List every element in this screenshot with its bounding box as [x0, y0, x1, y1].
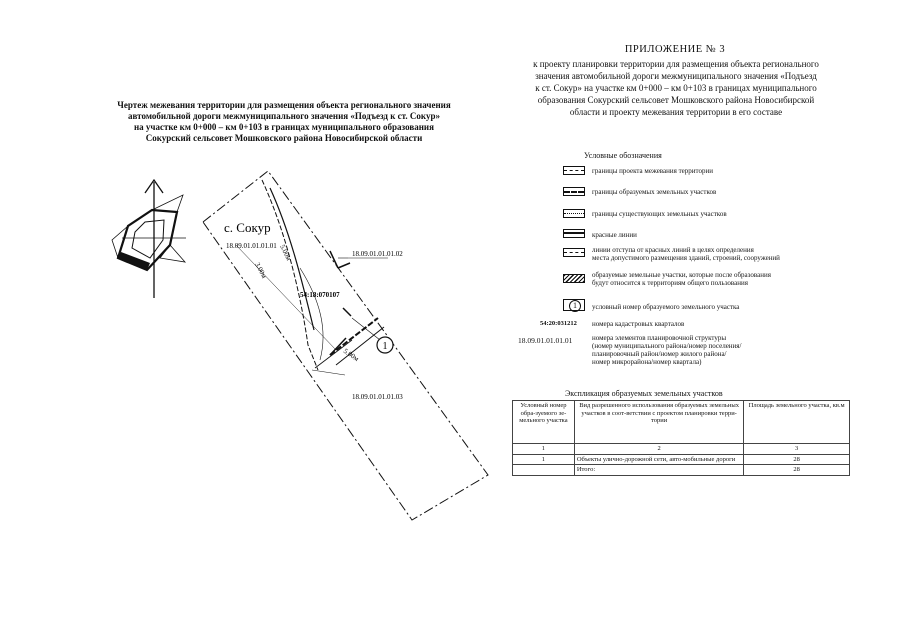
parcel-number-badge	[377, 337, 393, 353]
legend-label	[592, 246, 780, 262]
table-cell: 2	[574, 444, 743, 455]
table-header: Условный номер обра-зуемого зе-мельного участка	[513, 401, 575, 444]
element-code-label: 18.09.01.01.01.01	[226, 242, 277, 250]
legend-symbol-red-lines	[563, 229, 585, 238]
legend-label: красные линии	[592, 231, 637, 239]
table-row	[513, 465, 850, 476]
legend-label	[592, 334, 741, 366]
legend-label-line: планировочный район/номер жилого района/	[592, 350, 727, 358]
appendix-text	[498, 58, 854, 118]
element-code-label: 18.09.01.01.01.02	[352, 250, 403, 258]
legend-label-line: места допустимого размещения зданий, строений, сооружений	[592, 254, 780, 262]
north-arrow-icon	[122, 180, 186, 298]
legend-element-sample: 18.09.01.01.01.01	[518, 336, 573, 345]
table-row	[513, 444, 850, 455]
legend-symbol-existing-parcels	[563, 209, 585, 218]
appendix-title: ПРИЛОЖЕНИЕ № 3	[624, 44, 726, 55]
legend-cadastral-sample: 54:20:031212	[540, 320, 577, 327]
settlement-label: с. Сокур	[224, 220, 271, 235]
dimension-label: 5.00м	[341, 347, 361, 363]
legend-label	[592, 271, 771, 287]
table-cell: 28	[744, 465, 850, 476]
legend-symbol-new-parcels	[563, 187, 585, 196]
explication-title: Экспликация образуемых земельных участков	[565, 389, 723, 398]
legend-label: границы проекта межевания территории	[592, 167, 713, 175]
appendix-line: к ст. Сокур» на участке км 0+000 – км 0+103 в границах муниципального	[535, 83, 817, 93]
table-header: Вид разрешенного использования образуемых земельных участков в соот-ветствии с проектом планировки терри-тории	[574, 401, 743, 444]
table-cell: 3	[744, 444, 850, 455]
explication-table	[512, 400, 850, 476]
legend-label-line: образуемые земельные участки, которые после образования	[592, 271, 771, 279]
appendix-line: значения автомобильной дороги межмуниципального значения «Подъезд	[535, 71, 817, 81]
legend-label-line: будут относится к территориям общего пользования	[592, 279, 748, 287]
dimension-label: 5.00м	[278, 243, 293, 262]
table-header: Площадь земельного участка, кв.м	[744, 401, 850, 444]
legend-label: номера кадастровых кварталов	[592, 320, 685, 328]
cadastral-label: 54:18:070107	[300, 291, 340, 299]
appendix-line: образования Сокурский сельсовет Мошковского района Новосибирской	[537, 95, 815, 105]
legend-heading: Условные обозначения	[584, 151, 662, 160]
table-cell: Объекты улично-дорожной сети, авто-мобильные дороги	[574, 454, 743, 465]
drawing-title-line: автомобильной дороги межмуниципального значения «Подъезд к ст. Сокур»	[128, 111, 440, 121]
legend-label-line: линии отступа от красных линий в целях определения	[592, 246, 754, 254]
table-cell: 1	[513, 444, 575, 455]
legend-label: условный номер образуемого земельного участка	[592, 303, 740, 311]
drawing-title-line: на участке км 0+000 – км 0+103 в границах муниципального образования	[134, 122, 434, 132]
table-row	[513, 454, 850, 465]
table-header-row	[513, 401, 850, 444]
appendix-line: области и проекту межевания территории в его составе	[569, 107, 783, 117]
legend-label-line: номера элементов планировочной структуры	[592, 334, 727, 342]
parcel-number: 1	[382, 341, 388, 352]
legend-symbol-territory	[563, 166, 585, 175]
table-cell: Итого:	[574, 465, 743, 476]
road-lines	[236, 180, 388, 375]
legend-symbol-parcel-number	[563, 299, 585, 311]
dimension-label: 3.00м	[253, 261, 269, 280]
table-cell: 28	[744, 454, 850, 465]
appendix-line: к проекту планировки территории для размещения объекта регионального	[533, 59, 819, 69]
element-code-label: 18.09.01.01.01.03	[352, 393, 403, 401]
legend-symbol-setback	[563, 248, 585, 257]
drawing-title-line: Сокурский сельсовет Мошковского района Новосибирской области	[145, 133, 423, 143]
legend-label-line: номер микрорайона/номер квартала)	[592, 358, 702, 366]
table-cell: 1	[513, 454, 575, 465]
drawing-title-line: Чертеж межевания территории для размещения объекта регионального значения	[117, 100, 451, 110]
wind-rose-icon	[112, 195, 185, 270]
table-cell	[513, 465, 575, 476]
legend-label: границы существующих земельных участков	[592, 210, 727, 218]
legend-label-line: (номер муниципального района/номер поселения/	[592, 342, 742, 350]
legend-label: границы образуемых земельных участков	[592, 188, 717, 196]
legend-symbol-public-use	[563, 274, 585, 283]
parcel-number-symbol: 1	[569, 300, 581, 312]
